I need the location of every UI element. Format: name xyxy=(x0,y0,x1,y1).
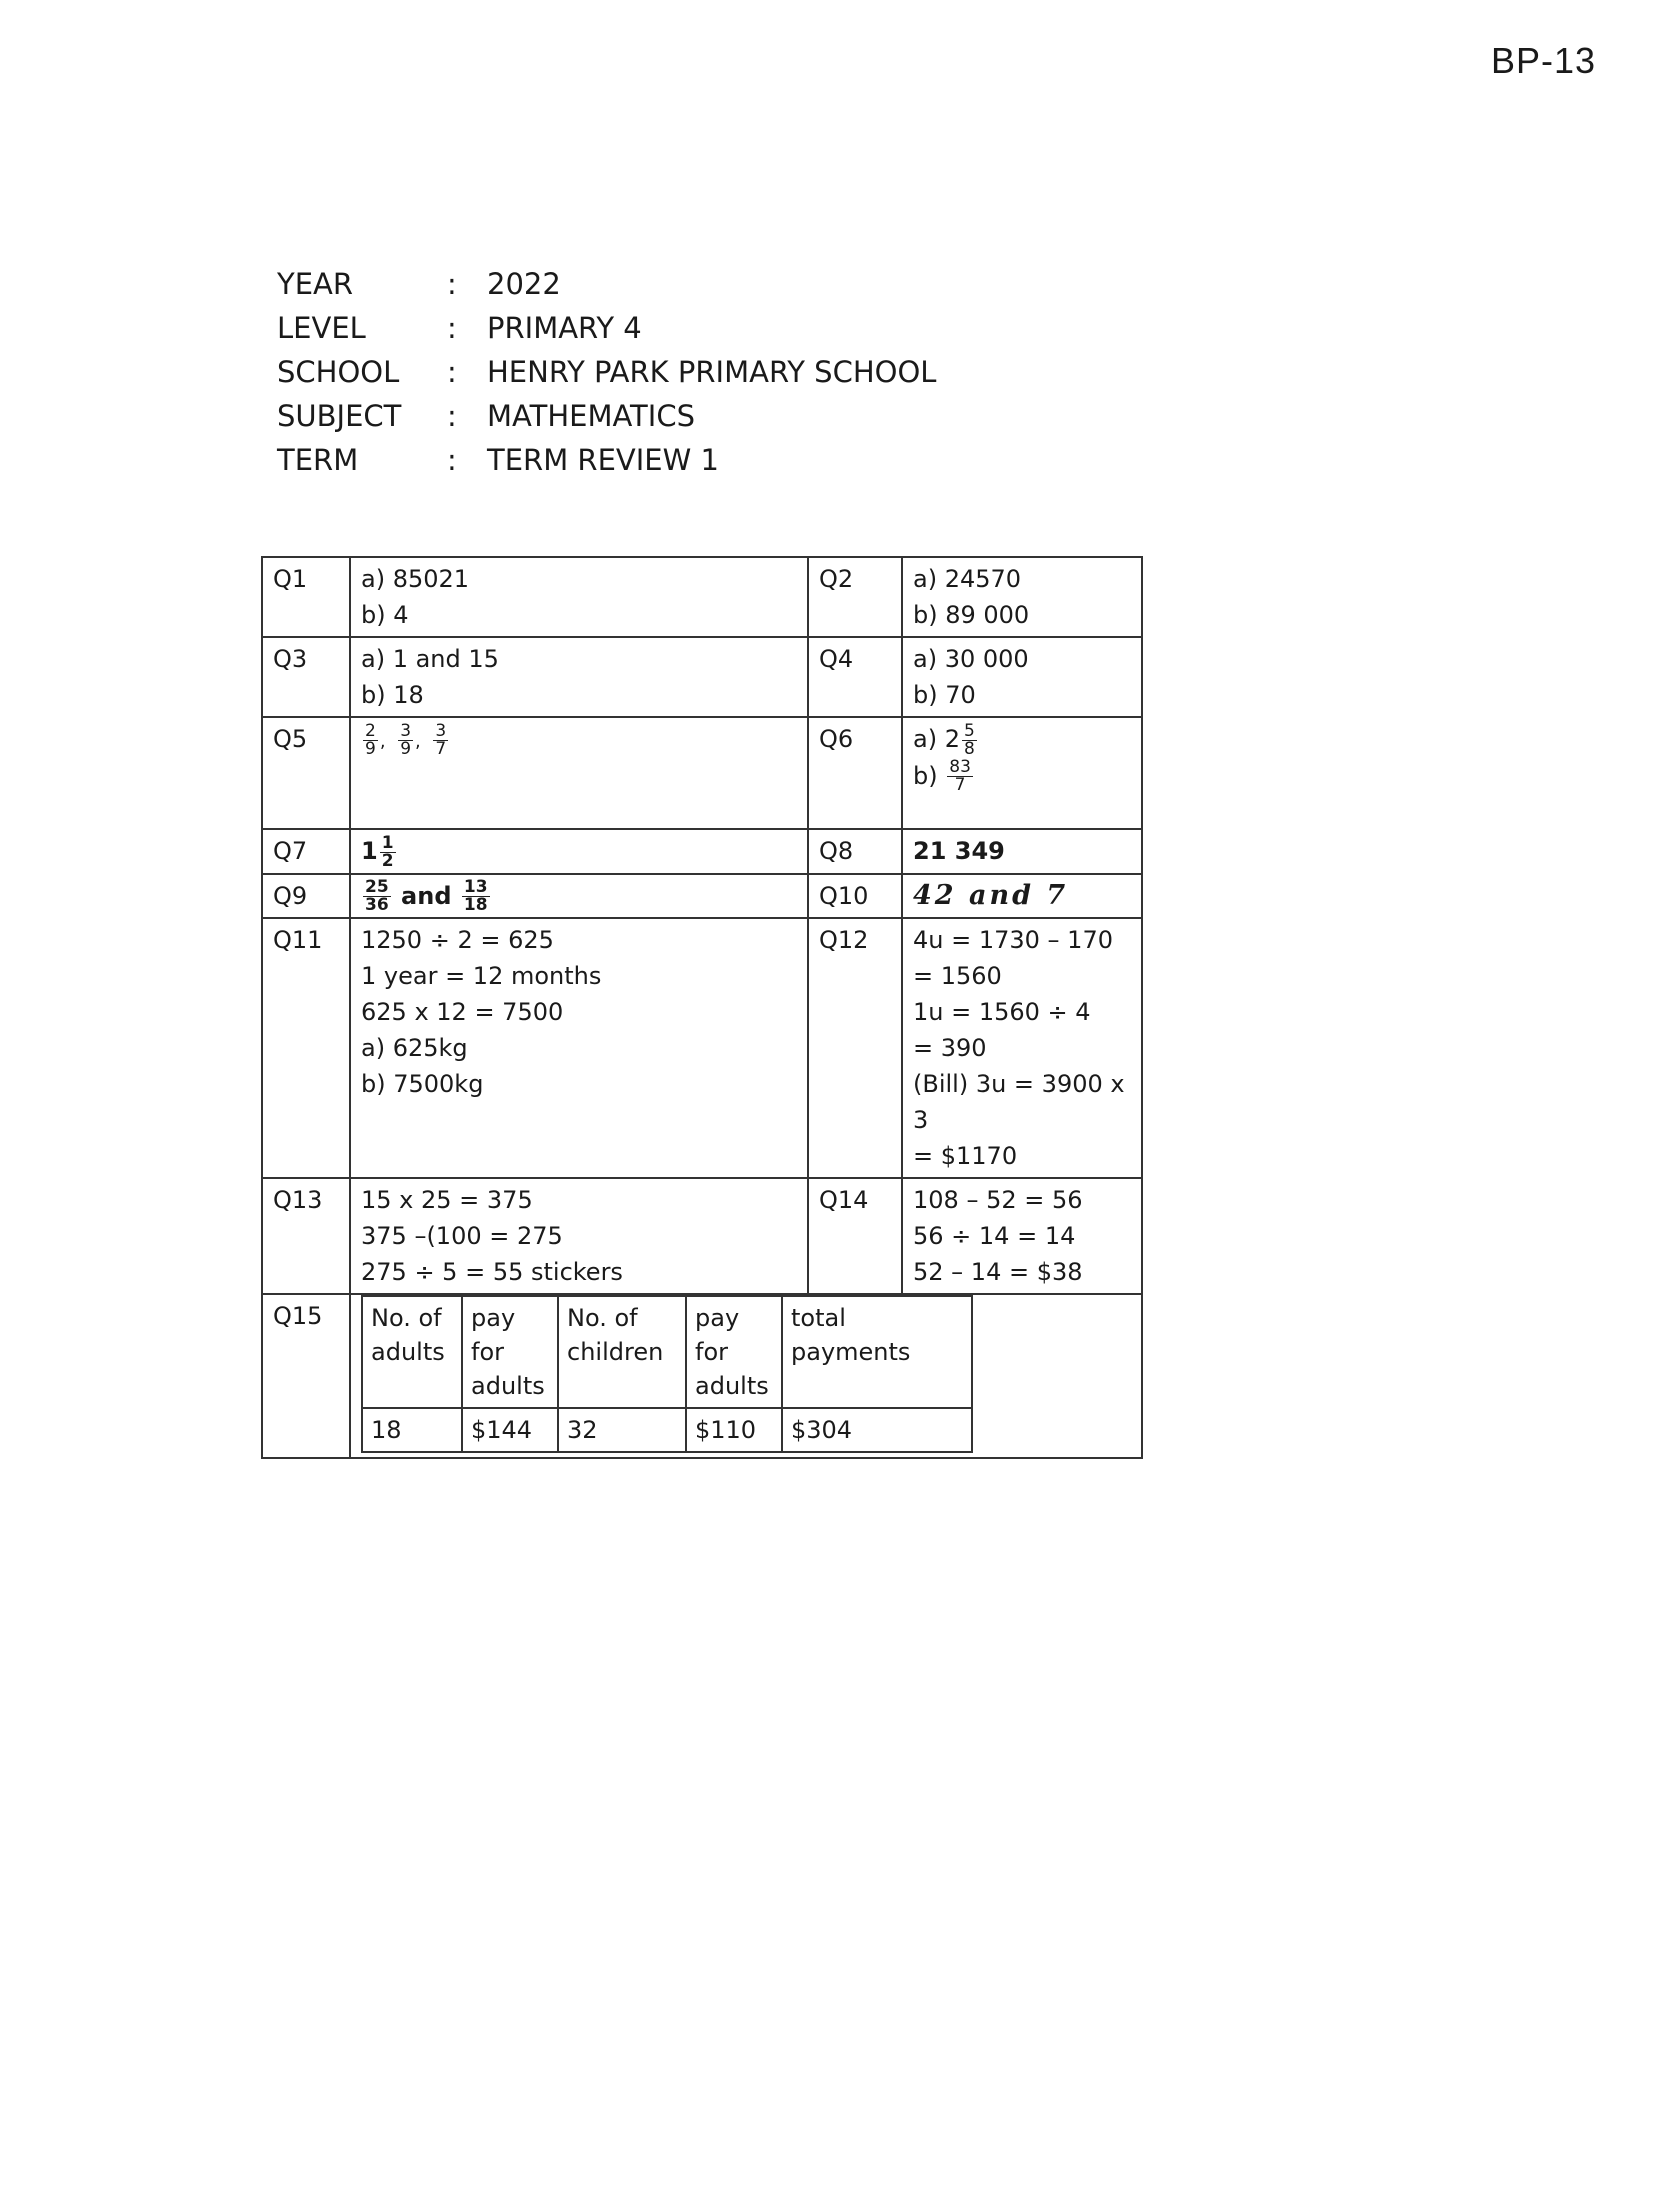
level-label: LEVEL xyxy=(277,311,366,345)
q5-f1-num: 2 xyxy=(365,720,376,741)
subject-sep: : xyxy=(447,399,457,433)
q3-part-a: a) 1 and 15 xyxy=(361,645,499,673)
level-row xyxy=(277,306,936,350)
q14-line: 52 – 14 = $38 xyxy=(913,1258,1083,1286)
q5-f2-den: 9 xyxy=(400,738,412,759)
q6-b-den: 7 xyxy=(954,775,966,795)
year-value: 2022 xyxy=(487,267,561,301)
q9-f2-den: 18 xyxy=(463,895,488,915)
q2-part-b: b) 89 000 xyxy=(913,601,1030,629)
q15-header-cell: pay for adults xyxy=(462,1296,558,1408)
q10-handwritten-answer: 42 and 7 xyxy=(913,879,1069,911)
q6-part-b xyxy=(913,758,1131,795)
q7-fraction xyxy=(380,832,396,871)
term-row xyxy=(277,438,936,482)
year-sep: : xyxy=(447,267,457,301)
level-value: PRIMARY 4 xyxy=(487,311,642,345)
q5-f2-num: 3 xyxy=(400,720,412,741)
q8-label: Q8 xyxy=(808,829,902,874)
q6-a-prefix: a) xyxy=(913,725,938,753)
q1-label: Q1 xyxy=(262,557,350,637)
q4-label: Q4 xyxy=(808,637,902,717)
q12-line: = $1170 xyxy=(913,1142,1018,1170)
q6-label: Q6 xyxy=(808,717,902,829)
q13-line: 15 x 25 = 375 xyxy=(361,1186,533,1214)
q11-line: 625 x 12 = 7500 xyxy=(361,998,564,1026)
paper-header xyxy=(277,262,936,482)
term-value: TERM REVIEW 1 xyxy=(487,443,719,477)
q11-line: b) 7500kg xyxy=(361,1070,484,1098)
school-sep: : xyxy=(447,355,457,389)
q5-label: Q5 xyxy=(262,717,350,829)
year-label: YEAR xyxy=(277,267,354,301)
q2-label: Q2 xyxy=(808,557,902,637)
q14-line: 56 ÷ 14 = 14 xyxy=(913,1222,1076,1250)
q6-a-num: 5 xyxy=(964,720,975,741)
q7-label: Q7 xyxy=(262,829,350,874)
q6-b-num: 83 xyxy=(949,757,971,777)
q9-f1-den: 36 xyxy=(365,895,389,915)
q15-value-cell: $110 xyxy=(686,1408,782,1452)
q5-f1-den: 9 xyxy=(365,738,376,759)
answer-row-1-2 xyxy=(262,557,1142,637)
q2-answer xyxy=(902,557,1142,637)
q9-and: and xyxy=(401,881,452,910)
q9-fraction-2 xyxy=(462,879,490,914)
answer-table xyxy=(261,556,1143,1459)
school-row xyxy=(277,350,936,394)
page-code: BP-13 xyxy=(1490,40,1596,81)
q15-payment-table xyxy=(361,1295,973,1453)
q6-a-fraction xyxy=(962,720,977,759)
q7-num: 1 xyxy=(381,832,394,853)
q10-answer xyxy=(902,874,1142,919)
subject-row xyxy=(277,394,936,438)
q12-label: Q12 xyxy=(808,918,902,1178)
q6-a-den: 8 xyxy=(964,738,975,759)
school-label: SCHOOL xyxy=(277,355,400,389)
q12-line: = 390 xyxy=(913,1034,987,1062)
term-sep: : xyxy=(447,443,457,477)
q15-header-cell: total payments xyxy=(782,1296,972,1408)
answer-row-13-14 xyxy=(262,1178,1142,1294)
q15-header-cell: No. of adults xyxy=(362,1296,462,1408)
q15-value-cell: $304 xyxy=(782,1408,972,1452)
q7-den: 2 xyxy=(381,850,394,871)
q5-sep-2: , xyxy=(415,731,421,752)
q13-label: Q13 xyxy=(262,1178,350,1294)
q2-part-a: a) 24570 xyxy=(913,565,1022,593)
q11-label: Q11 xyxy=(262,918,350,1178)
q14-line: 108 – 52 = 56 xyxy=(913,1186,1083,1214)
q10-label: Q10 xyxy=(808,874,902,919)
answer-row-9-10 xyxy=(262,874,1142,919)
q15-value-row xyxy=(362,1408,972,1452)
answer-row-15 xyxy=(262,1294,1142,1458)
q9-label: Q9 xyxy=(262,874,350,919)
q5-fraction-1 xyxy=(363,720,378,759)
q6-b-fraction xyxy=(947,759,973,794)
answer-row-3-4 xyxy=(262,637,1142,717)
q7-answer xyxy=(350,829,808,874)
q9-f2-num: 13 xyxy=(463,877,488,897)
q5-f3-den: 7 xyxy=(435,738,447,759)
q11-line: 1250 ÷ 2 = 625 xyxy=(361,926,554,954)
level-sep: : xyxy=(447,311,457,345)
term-label: TERM xyxy=(277,443,359,477)
q11-line: a) 625kg xyxy=(361,1034,468,1062)
q3-part-b: b) 18 xyxy=(361,681,424,709)
q12-line: 1u = 1560 ÷ 4 xyxy=(913,998,1091,1026)
q5-fraction-3 xyxy=(433,720,448,759)
subject-label: SUBJECT xyxy=(277,399,402,433)
year-row xyxy=(277,262,936,306)
q11-line: 1 year = 12 months xyxy=(361,962,602,990)
q9-fraction-1 xyxy=(363,879,391,914)
subject-value: MATHEMATICS xyxy=(487,399,695,433)
q4-answer xyxy=(902,637,1142,717)
q13-answer xyxy=(350,1178,808,1294)
answer-row-11-12 xyxy=(262,918,1142,1178)
q15-value-cell: $144 xyxy=(462,1408,558,1452)
q7-whole: 1 xyxy=(361,837,378,865)
q9-f1-num: 25 xyxy=(365,877,389,897)
q4-part-b: b) 70 xyxy=(913,681,976,709)
q1-part-b: b) 4 xyxy=(361,601,409,629)
q13-line: 275 ÷ 5 = 55 stickers xyxy=(361,1258,623,1286)
q15-value-cell: 18 xyxy=(362,1408,462,1452)
q15-header-row xyxy=(362,1296,972,1408)
q15-header-cell: No. of children xyxy=(558,1296,686,1408)
q6-part-a xyxy=(913,721,1131,758)
q6-a-whole: 2 xyxy=(944,725,960,753)
q15-label: Q15 xyxy=(262,1294,350,1458)
q4-part-a: a) 30 000 xyxy=(913,645,1029,673)
answer-row-5-6 xyxy=(262,717,1142,829)
q1-answer xyxy=(350,557,808,637)
q14-label: Q14 xyxy=(808,1178,902,1294)
q12-line: (Bill) 3u = 3900 x 3 xyxy=(913,1070,1125,1134)
q14-answer xyxy=(902,1178,1142,1294)
q15-answer xyxy=(350,1294,1142,1458)
q6-b-prefix: b) xyxy=(913,761,938,790)
answer-row-7-8 xyxy=(262,829,1142,874)
q11-answer xyxy=(350,918,808,1178)
q8-answer: 21 349 xyxy=(902,829,1142,874)
q12-answer xyxy=(902,918,1142,1178)
q15-value-cell: 32 xyxy=(558,1408,686,1452)
q5-answer xyxy=(350,717,808,829)
q5-f3-num: 3 xyxy=(435,720,447,741)
q1-part-a: a) 85021 xyxy=(361,565,470,593)
school-value: HENRY PARK PRIMARY SCHOOL xyxy=(487,355,937,389)
q9-answer xyxy=(350,874,808,919)
q5-sep-1: , xyxy=(379,731,386,752)
q12-line: = 1560 xyxy=(913,962,1002,990)
q15-header-cell: pay for adults xyxy=(686,1296,782,1408)
q3-answer xyxy=(350,637,808,717)
q5-fraction-2 xyxy=(398,720,413,759)
q12-line: 4u = 1730 – 170 xyxy=(913,926,1113,954)
q13-line: 375 –(100 = 275 xyxy=(361,1222,563,1250)
q3-label: Q3 xyxy=(262,637,350,717)
q6-answer xyxy=(902,717,1142,829)
